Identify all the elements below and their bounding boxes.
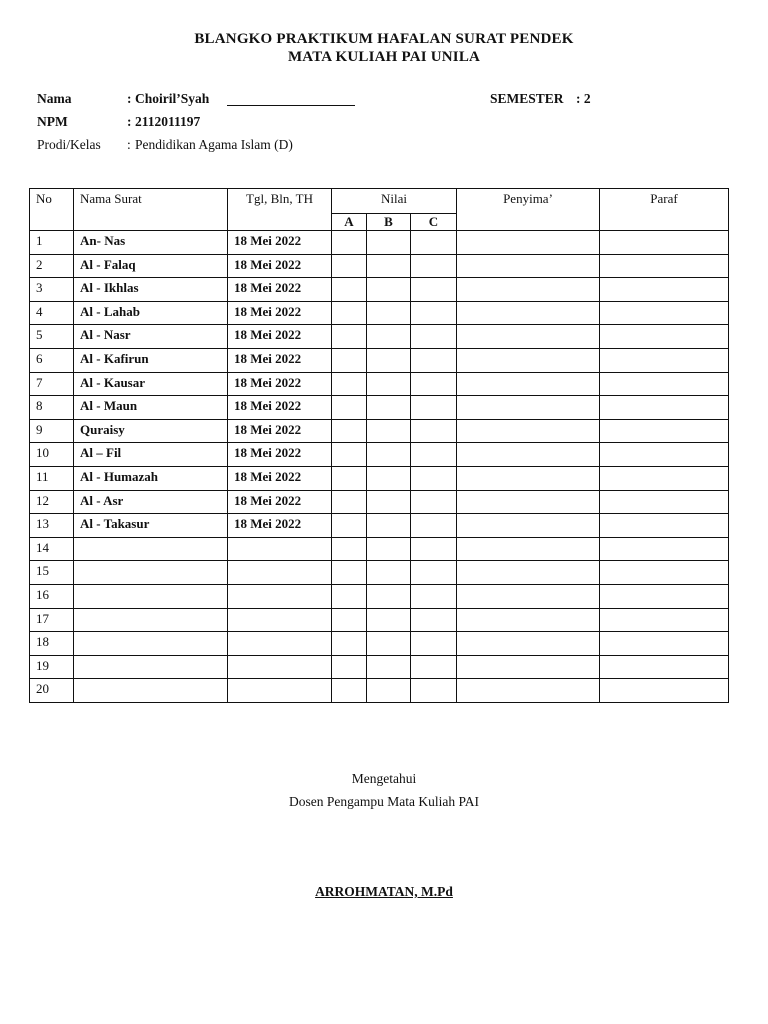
nama-underline [227, 105, 355, 106]
row-nilai-a [332, 537, 367, 561]
row-penyima [457, 443, 600, 467]
row-no: 15 [30, 561, 74, 585]
row-nilai-a [332, 584, 367, 608]
nama-value: Choiril’Syah [135, 91, 210, 106]
row-nilai-a [332, 419, 367, 443]
row-nama-surat [74, 632, 228, 656]
row-nilai-c [411, 301, 457, 325]
row-nama-surat: An- Nas [74, 231, 228, 255]
col-header-nilai-a: A [332, 214, 367, 231]
row-no: 13 [30, 514, 74, 538]
row-penyima [457, 419, 600, 443]
row-nilai-c [411, 608, 457, 632]
row-penyima [457, 655, 600, 679]
row-nilai-c [411, 514, 457, 538]
table-row [30, 537, 729, 561]
row-nilai-a [332, 679, 367, 703]
row-nama-surat: Al - Lahab [74, 301, 228, 325]
row-nilai-a [332, 561, 367, 585]
row-paraf [600, 443, 729, 467]
table-header-row [30, 189, 729, 214]
table-row [30, 608, 729, 632]
col-header-no: No [30, 189, 74, 231]
row-no: 6 [30, 348, 74, 372]
row-penyima [457, 608, 600, 632]
row-nilai-b [367, 608, 411, 632]
signer-name [0, 884, 768, 900]
row-nilai-a [332, 348, 367, 372]
row-paraf [600, 419, 729, 443]
row-nilai-b [367, 490, 411, 514]
row-paraf [600, 490, 729, 514]
row-penyima [457, 632, 600, 656]
row-nama-surat: Quraisy [74, 419, 228, 443]
semester-label: SEMESTER [490, 91, 564, 106]
row-tgl: 18 Mei 2022 [228, 278, 332, 302]
npm-colon: : [127, 114, 132, 129]
row-tgl [228, 608, 332, 632]
dosen-text: Dosen Pengampu Mata Kuliah PAI [289, 794, 479, 809]
row-nilai-c [411, 632, 457, 656]
prodi-label: Prodi/Kelas [37, 137, 101, 152]
row-paraf [600, 608, 729, 632]
row-nilai-a [332, 443, 367, 467]
row-paraf [600, 584, 729, 608]
row-nama-surat [74, 679, 228, 703]
row-nilai-a [332, 490, 367, 514]
row-nilai-a [332, 514, 367, 538]
row-nilai-b [367, 584, 411, 608]
row-nilai-b [367, 396, 411, 420]
row-nilai-a [332, 396, 367, 420]
row-nilai-b [367, 278, 411, 302]
row-nilai-c [411, 490, 457, 514]
row-paraf [600, 325, 729, 349]
row-nilai-b [367, 632, 411, 656]
row-penyima [457, 301, 600, 325]
row-nilai-b [367, 348, 411, 372]
row-no: 8 [30, 396, 74, 420]
row-paraf [600, 561, 729, 585]
row-nilai-a [332, 254, 367, 278]
row-tgl: 18 Mei 2022 [228, 372, 332, 396]
row-penyima [457, 254, 600, 278]
row-tgl: 18 Mei 2022 [228, 348, 332, 372]
col-header-penyima: Penyima’ [457, 189, 600, 231]
row-paraf [600, 372, 729, 396]
npm-label: NPM [37, 114, 68, 129]
row-nilai-a [332, 372, 367, 396]
row-tgl: 18 Mei 2022 [228, 514, 332, 538]
row-nilai-b [367, 325, 411, 349]
row-tgl: 18 Mei 2022 [228, 231, 332, 255]
row-no: 19 [30, 655, 74, 679]
row-nama-surat: Al – Fil [74, 443, 228, 467]
table-row [30, 655, 729, 679]
row-tgl [228, 561, 332, 585]
table-row [30, 348, 729, 372]
document-subtitle: MATA KULIAH PAI UNILA [287, 49, 481, 65]
table-row [30, 372, 729, 396]
row-nilai-c [411, 372, 457, 396]
row-nilai-b [367, 514, 411, 538]
row-nilai-b [367, 231, 411, 255]
row-nama-surat: Al - Kafirun [74, 348, 228, 372]
row-no: 14 [30, 537, 74, 561]
prodi-colon: : [127, 137, 131, 152]
row-nama-surat [74, 655, 228, 679]
nama-label: Nama [37, 91, 72, 106]
row-penyima [457, 466, 600, 490]
row-nilai-a [332, 655, 367, 679]
row-tgl [228, 632, 332, 656]
row-no: 5 [30, 325, 74, 349]
row-tgl: 18 Mei 2022 [228, 466, 332, 490]
row-nilai-c [411, 561, 457, 585]
row-penyima [457, 561, 600, 585]
row-no: 16 [30, 584, 74, 608]
row-no: 20 [30, 679, 74, 703]
row-no: 3 [30, 278, 74, 302]
row-penyima [457, 372, 600, 396]
row-tgl [228, 537, 332, 561]
table-row [30, 231, 729, 255]
row-no: 7 [30, 372, 74, 396]
row-nilai-b [367, 537, 411, 561]
row-penyima [457, 584, 600, 608]
table-row [30, 679, 729, 703]
signer-name-text: ARROHMATAN, M.Pd [315, 884, 453, 899]
hafalan-table [29, 188, 729, 703]
row-paraf [600, 254, 729, 278]
row-paraf [600, 231, 729, 255]
row-nama-surat: Al - Falaq [74, 254, 228, 278]
row-penyima [457, 396, 600, 420]
row-nama-surat: Al - Kausar [74, 372, 228, 396]
nama-colon: : [127, 91, 132, 106]
row-nilai-a [332, 466, 367, 490]
row-paraf [600, 537, 729, 561]
table-row [30, 632, 729, 656]
row-nilai-a [332, 632, 367, 656]
row-penyima [457, 325, 600, 349]
semester-value: : 2 [576, 91, 591, 106]
row-nama-surat [74, 608, 228, 632]
row-paraf [600, 466, 729, 490]
row-penyima [457, 278, 600, 302]
row-penyima [457, 348, 600, 372]
table-row [30, 490, 729, 514]
row-nilai-c [411, 537, 457, 561]
col-header-nama-surat: Nama Surat [74, 189, 228, 231]
table-row [30, 419, 729, 443]
row-penyima [457, 490, 600, 514]
row-nama-surat [74, 537, 228, 561]
table-row [30, 396, 729, 420]
row-tgl: 18 Mei 2022 [228, 325, 332, 349]
row-nilai-b [367, 443, 411, 467]
document-title: BLANGKO PRAKTIKUM HAFALAN SURAT PENDEK [194, 31, 574, 47]
row-nilai-c [411, 278, 457, 302]
row-no: 4 [30, 301, 74, 325]
row-nama-surat: Al - Maun [74, 396, 228, 420]
table-row [30, 278, 729, 302]
row-tgl: 18 Mei 2022 [228, 254, 332, 278]
row-nilai-a [332, 231, 367, 255]
row-penyima [457, 231, 600, 255]
mengetahui-text: Mengetahui [351, 771, 417, 786]
row-nilai-c [411, 466, 457, 490]
row-tgl: 18 Mei 2022 [228, 490, 332, 514]
row-no: 10 [30, 443, 74, 467]
row-paraf [600, 278, 729, 302]
row-nama-surat: Al - Humazah [74, 466, 228, 490]
row-no: 11 [30, 466, 74, 490]
row-nilai-b [367, 372, 411, 396]
table-row [30, 561, 729, 585]
col-header-nilai-c: C [411, 214, 457, 231]
col-header-tgl: Tgl, Bln, TH [228, 189, 332, 231]
row-penyima [457, 537, 600, 561]
col-header-nilai: Nilai [332, 189, 457, 214]
row-tgl [228, 584, 332, 608]
row-paraf [600, 679, 729, 703]
row-nilai-b [367, 419, 411, 443]
row-no: 1 [30, 231, 74, 255]
table-row [30, 254, 729, 278]
table-row [30, 443, 729, 467]
table-row [30, 584, 729, 608]
row-no: 18 [30, 632, 74, 656]
col-header-paraf: Paraf [600, 189, 729, 231]
row-penyima [457, 679, 600, 703]
row-nilai-c [411, 584, 457, 608]
row-tgl: 18 Mei 2022 [228, 301, 332, 325]
row-no: 12 [30, 490, 74, 514]
row-nilai-b [367, 561, 411, 585]
row-nilai-a [332, 278, 367, 302]
table-row [30, 325, 729, 349]
row-tgl: 18 Mei 2022 [228, 396, 332, 420]
row-paraf [600, 348, 729, 372]
row-nilai-c [411, 419, 457, 443]
row-tgl: 18 Mei 2022 [228, 443, 332, 467]
row-paraf [600, 655, 729, 679]
table-row [30, 514, 729, 538]
row-nama-surat: Al - Asr [74, 490, 228, 514]
row-nilai-b [367, 301, 411, 325]
row-nilai-b [367, 679, 411, 703]
row-nilai-c [411, 443, 457, 467]
row-nilai-c [411, 348, 457, 372]
row-tgl: 18 Mei 2022 [228, 419, 332, 443]
row-nilai-a [332, 325, 367, 349]
row-nama-surat: Al - Ikhlas [74, 278, 228, 302]
row-nilai-c [411, 396, 457, 420]
row-nama-surat: Al - Takasur [74, 514, 228, 538]
row-no: 17 [30, 608, 74, 632]
row-nilai-c [411, 231, 457, 255]
row-nilai-c [411, 655, 457, 679]
row-paraf [600, 396, 729, 420]
row-tgl [228, 655, 332, 679]
row-paraf [600, 514, 729, 538]
row-penyima [457, 514, 600, 538]
npm-value: 2112011197 [135, 114, 201, 129]
table-row [30, 466, 729, 490]
row-nama-surat [74, 584, 228, 608]
row-nilai-a [332, 608, 367, 632]
prodi-value: Pendidikan Agama Islam (D) [135, 137, 293, 152]
col-header-nilai-b: B [367, 214, 411, 231]
row-paraf [600, 301, 729, 325]
row-nilai-c [411, 325, 457, 349]
row-nilai-a [332, 301, 367, 325]
row-no: 2 [30, 254, 74, 278]
row-nilai-b [367, 655, 411, 679]
row-nilai-c [411, 254, 457, 278]
row-paraf [600, 632, 729, 656]
row-tgl [228, 679, 332, 703]
row-nilai-b [367, 254, 411, 278]
row-no: 9 [30, 419, 74, 443]
table-row [30, 301, 729, 325]
row-nilai-c [411, 679, 457, 703]
row-nama-surat: Al - Nasr [74, 325, 228, 349]
row-nilai-b [367, 466, 411, 490]
row-nama-surat [74, 561, 228, 585]
